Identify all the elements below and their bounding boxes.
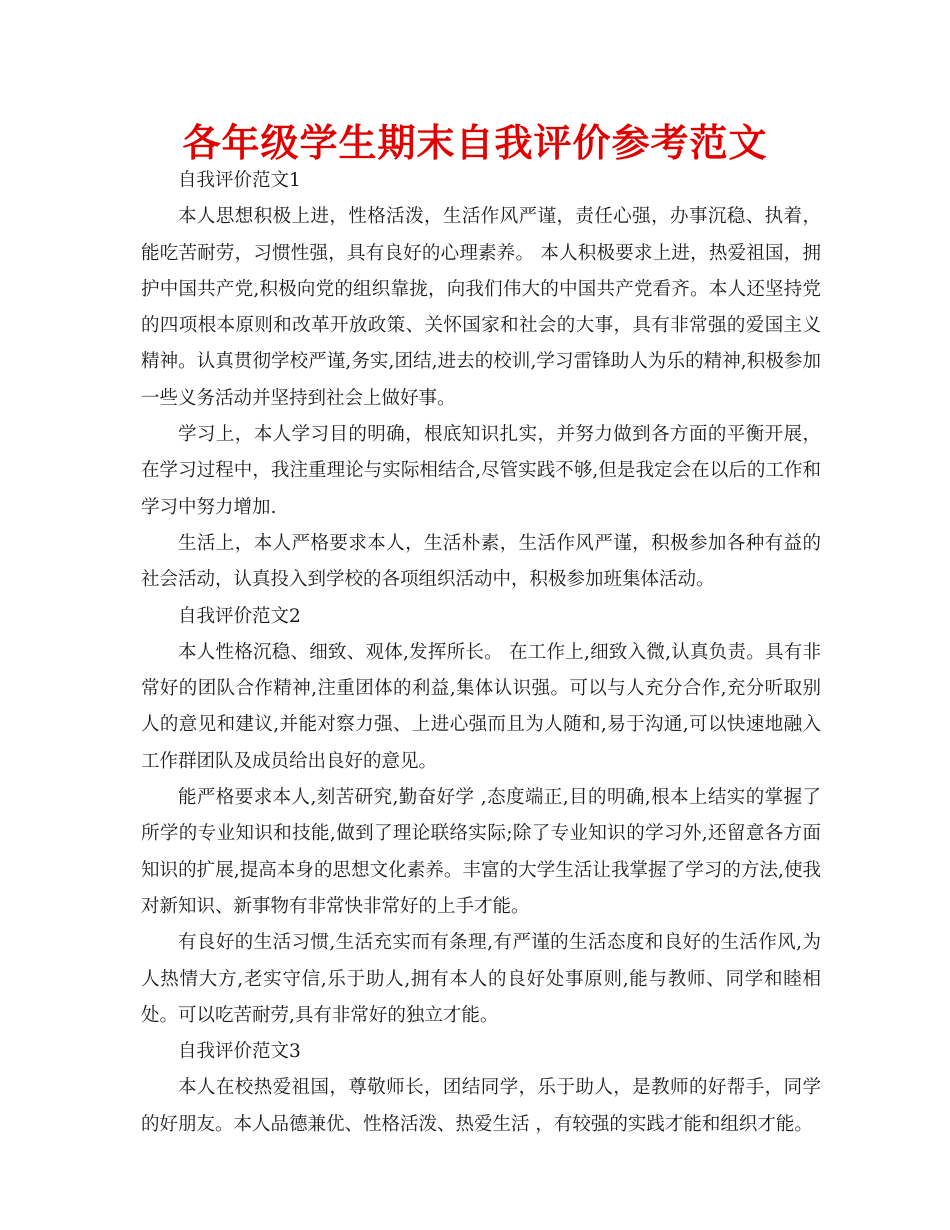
paragraph: 有良好的生活习惯,生活充实而有条理,有严谨的生活态度和良好的生活作风,为人热情大方,老实守信,乐于助人,拥有本人的良好处事原则,能与教师、同学和睦相处。可以吃苦耐劳,具有非常好的独立才能。	[141, 932, 821, 1026]
paragraph: 本人在校热爱祖国，尊敬师长，团结同学，乐于助人，是教师的好帮手，同学的好朋友。本人品德兼优、性格活泼、热爱生活 ，有较强的实践才能和组织才能。	[141, 1077, 821, 1135]
document-body	[141, 163, 821, 1143]
section-heading: 自我评价范文3	[178, 1041, 301, 1063]
paragraph: 生活上，本人严格要求本人，生活朴素，生活作风严谨，积极参加各种有益的社会活动，认真投入到学校的各项组织活动中，积极参加班集体活动。	[141, 532, 821, 591]
section-heading: 自我评价范文2	[178, 605, 301, 627]
section-heading: 自我评价范文1	[178, 170, 301, 191]
paragraph: 本人思想积极上进，性格活泼，生活作风严谨，责任心强，办事沉稳、执着，能吃苦耐劳，习惯性强，具有良好的心理素养。 本人积极要求上进，热爱祖国，拥护中国共产党,积极向党的组织靠拢，向我们伟大的中国共产党看齐。本人还坚持党的四项根本原则和改革开放政策、关怀国家和社会的大事，具有非常强的爱国主义精神。认真贯彻学校严谨,务实,团结,进去的校训,学习雷锋助人为乐的精神,积极参加一些义务活动并坚持到社会上做好事。	[141, 206, 821, 409]
paragraph: 学习上，本人学习目的明确，根底知识扎实，并努力做到各方面的平衡开展，在学习过程中，我注重理论与实际相结合,尽管实践不够,但是我定会在以后的工作和学习中努力增加.	[141, 424, 821, 518]
paragraph: 能严格要求本人,刻苦研究,勤奋好学 ,态度端正,目的明确,根本上结实的掌握了所学的专业知识和技能,做到了理论联络实际;除了专业知识的学习外,还留意各方面知识的扩展,提高本身的思想文化素养。丰富的大学生活让我掌握了学习的方法,使我对新知识、新事物有非常快非常好的上手才能。	[141, 787, 821, 917]
paragraph: 本人性格沉稳、细致、观体,发挥所长。 在工作上,细致入微,认真负责。具有非常好的团队合作精神,注重团体的利益,集体认识强。可以与人充分合作,充分听取别人的意见和建议,并能对察力强、上进心强而且为人随和,易于沟通,可以快速地融入工作群团队及成员给出良好的意见。	[141, 641, 821, 772]
document-title: 各年级学生期末自我评价参考范文	[182, 121, 768, 165]
